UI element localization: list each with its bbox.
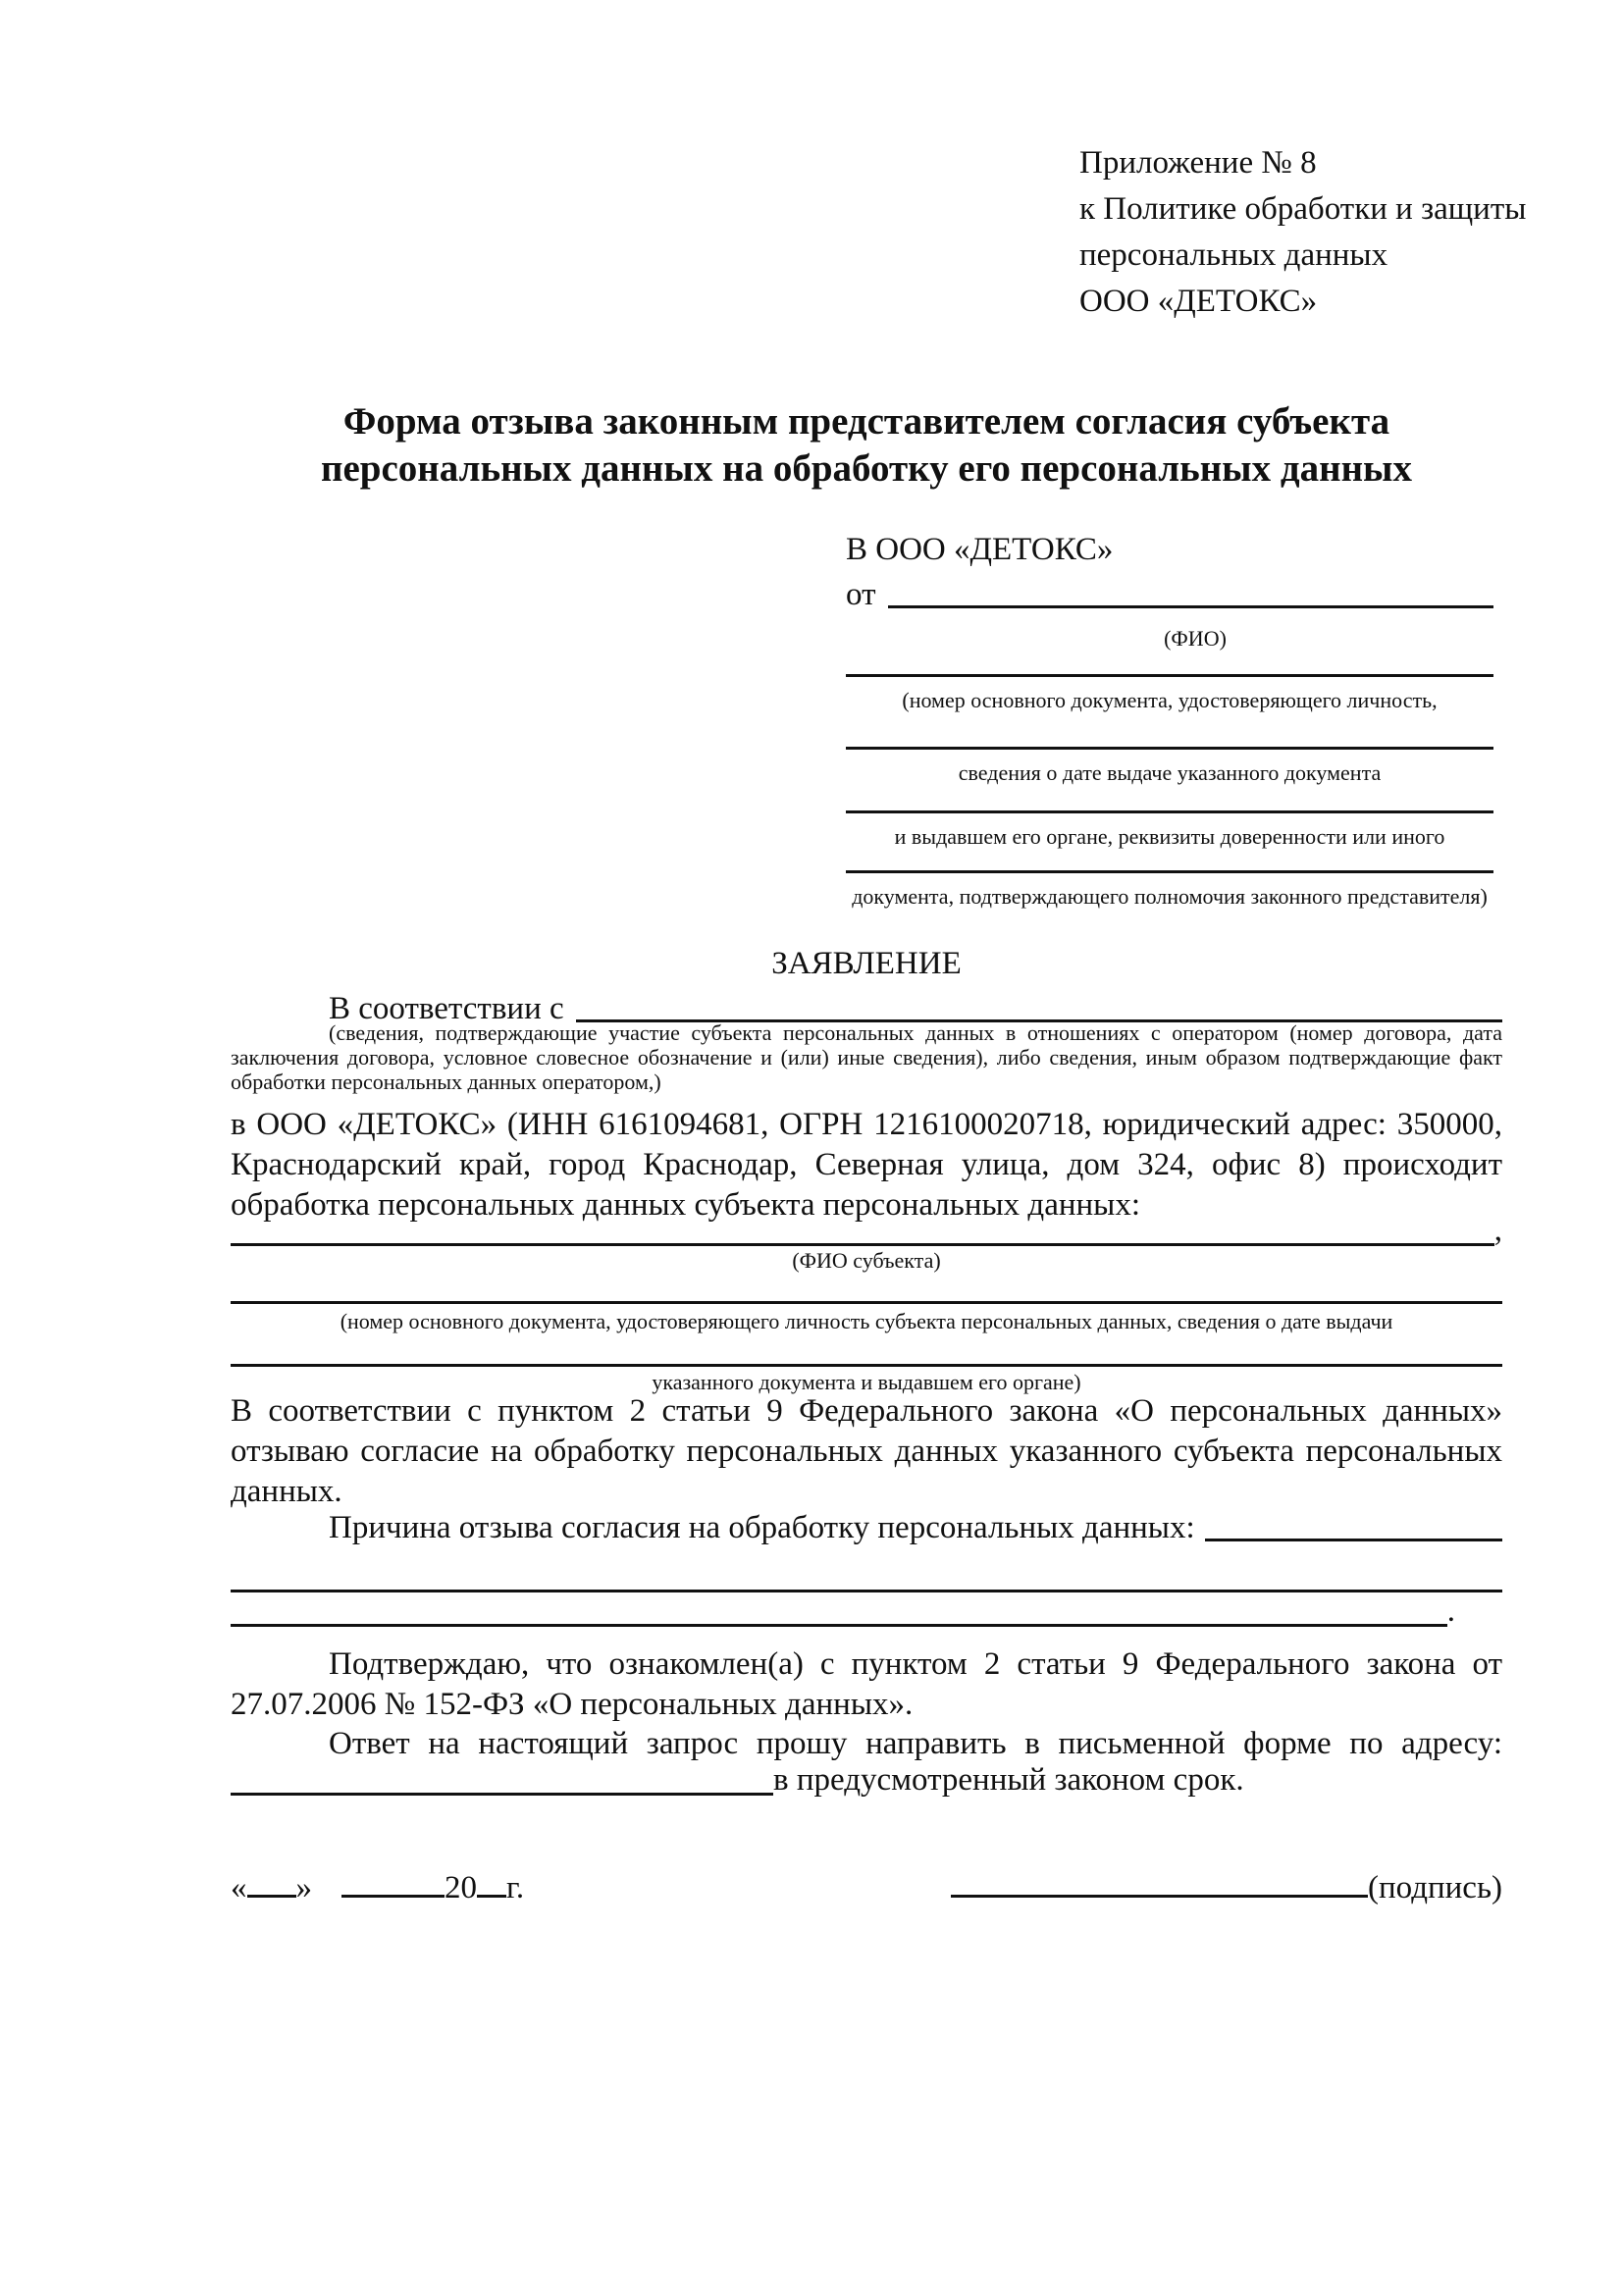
footer-row [231,1868,1502,1908]
representative-doc-blank-line [846,785,1493,813]
appendix-line: персональных данных [1079,237,1388,273]
reason-blank-row [231,1592,1502,1632]
intro-blank-line [576,989,1502,1022]
year-blank-line [477,1862,506,1898]
subject-fio-row [231,1211,1502,1251]
year-suffix: г. [506,1870,525,1905]
subject-doc-caption: указанного документа и выдавшем его органе) [652,1370,1081,1394]
from-row [846,575,1493,615]
fio-blank-line [888,575,1494,608]
day-blank-line [247,1862,296,1898]
subject-fio-blank-line [231,1243,1494,1246]
document-title [231,398,1502,493]
reason-row [231,1508,1502,1548]
confirm-paragraph: Подтверждаю, что ознакомлен(а) с пунктом 2 статьи 9 Федерального закона от 27.07.2006 № 152-ФЗ «О персональных данных». [231,1646,1502,1722]
title-line: персональных данных на обработку его персональных данных [320,447,1413,490]
subject-doc-blank-line [231,1272,1502,1304]
address-blank-line [231,1793,773,1796]
representative-doc-blank-line [846,651,1493,677]
signature-caption: (подпись) [1368,1870,1502,1905]
appendix-note [1079,140,1526,325]
reason-label: Причина отзыва согласия на обработку персональных данных: [329,1510,1195,1545]
date-group [231,1862,524,1908]
month-blank-line [341,1862,445,1898]
subject-doc-caption: (номер основного документа, удостоверяющего личность субъекта персональных данных, сведения о дате выдачи [340,1309,1393,1333]
intro-label: В соответствии с [329,991,564,1026]
signature-blank-line [951,1862,1368,1898]
appendix-line: к Политике обработки и защиты [1079,191,1527,227]
representative-doc-blank-line [846,849,1493,873]
representative-doc-blank-line [846,712,1493,750]
reason-blank-line [1205,1508,1502,1541]
recipient-to: В ООО «ДЕТОКС» [846,532,1114,567]
statement-heading: ЗАЯВЛЕНИЕ [771,946,962,981]
signature-group [951,1862,1502,1908]
subject-doc-blank-line [231,1334,1502,1367]
reason-blank-line [231,1624,1447,1627]
withdrawal-paragraph: В соответствии с пунктом 2 статьи 9 Федерального закона «О персональных данных» отзываю согласие на обработку персональных данных указанного субъекта персональных данных. [231,1393,1502,1509]
reply-paragraph: Ответ на настоящий запрос прошу направить в письменной форме по адресу: [329,1726,1502,1761]
open-quote: « [231,1870,247,1905]
intro-caption: (сведения, подтверждающие участие субъекта персональных данных в отношениях с оператором (номер договора, дата заключения договора, условное словесное обозначение и (или) иные сведения), либо сведения, иным образом подтверждающие факт обработки персональных данных оператором,) [231,1020,1502,1094]
reply-row [231,1760,1502,1800]
close-quote: » [295,1870,312,1905]
appendix-line: Приложение № 8 [1079,145,1317,181]
subject-fio-caption: (ФИО субъекта) [792,1248,941,1273]
representative-doc-caption: (номер основного документа, удостоверяющего личность, [902,688,1438,712]
reply-tail: в предусмотренный законом срок. [773,1762,1244,1798]
representative-doc-caption: документа, подтверждающего полномочия законного представителя) [852,884,1488,909]
title-line: Форма отзыва законным представителем согласия субъекта [342,400,1390,443]
from-label: от [846,577,876,612]
reason-blank-line [231,1560,1502,1592]
trailing-period: . [1446,1593,1455,1629]
appendix-line: ООО «ДЕТОКС» [1079,284,1318,319]
operator-paragraph: в ООО «ДЕТОКС» (ИНН 6161094681, ОГРН 1216100020718, юридический адрес: 350000, Краснодарский край, город Краснодар, Северная улица, дом 324, офис 8) происходит обработка персональных данных субъекта персональных данных: [231,1107,1502,1223]
trailing-comma: , [1493,1213,1502,1248]
recipient-block [846,530,1493,909]
representative-doc-caption: сведения о дате выдаче указанного документа [958,760,1382,785]
representative-doc-caption: и выдавшем его органе, реквизиты доверенности или иного [894,824,1445,849]
fio-caption: (ФИО) [1164,626,1227,651]
year-prefix: 20 [445,1870,477,1905]
